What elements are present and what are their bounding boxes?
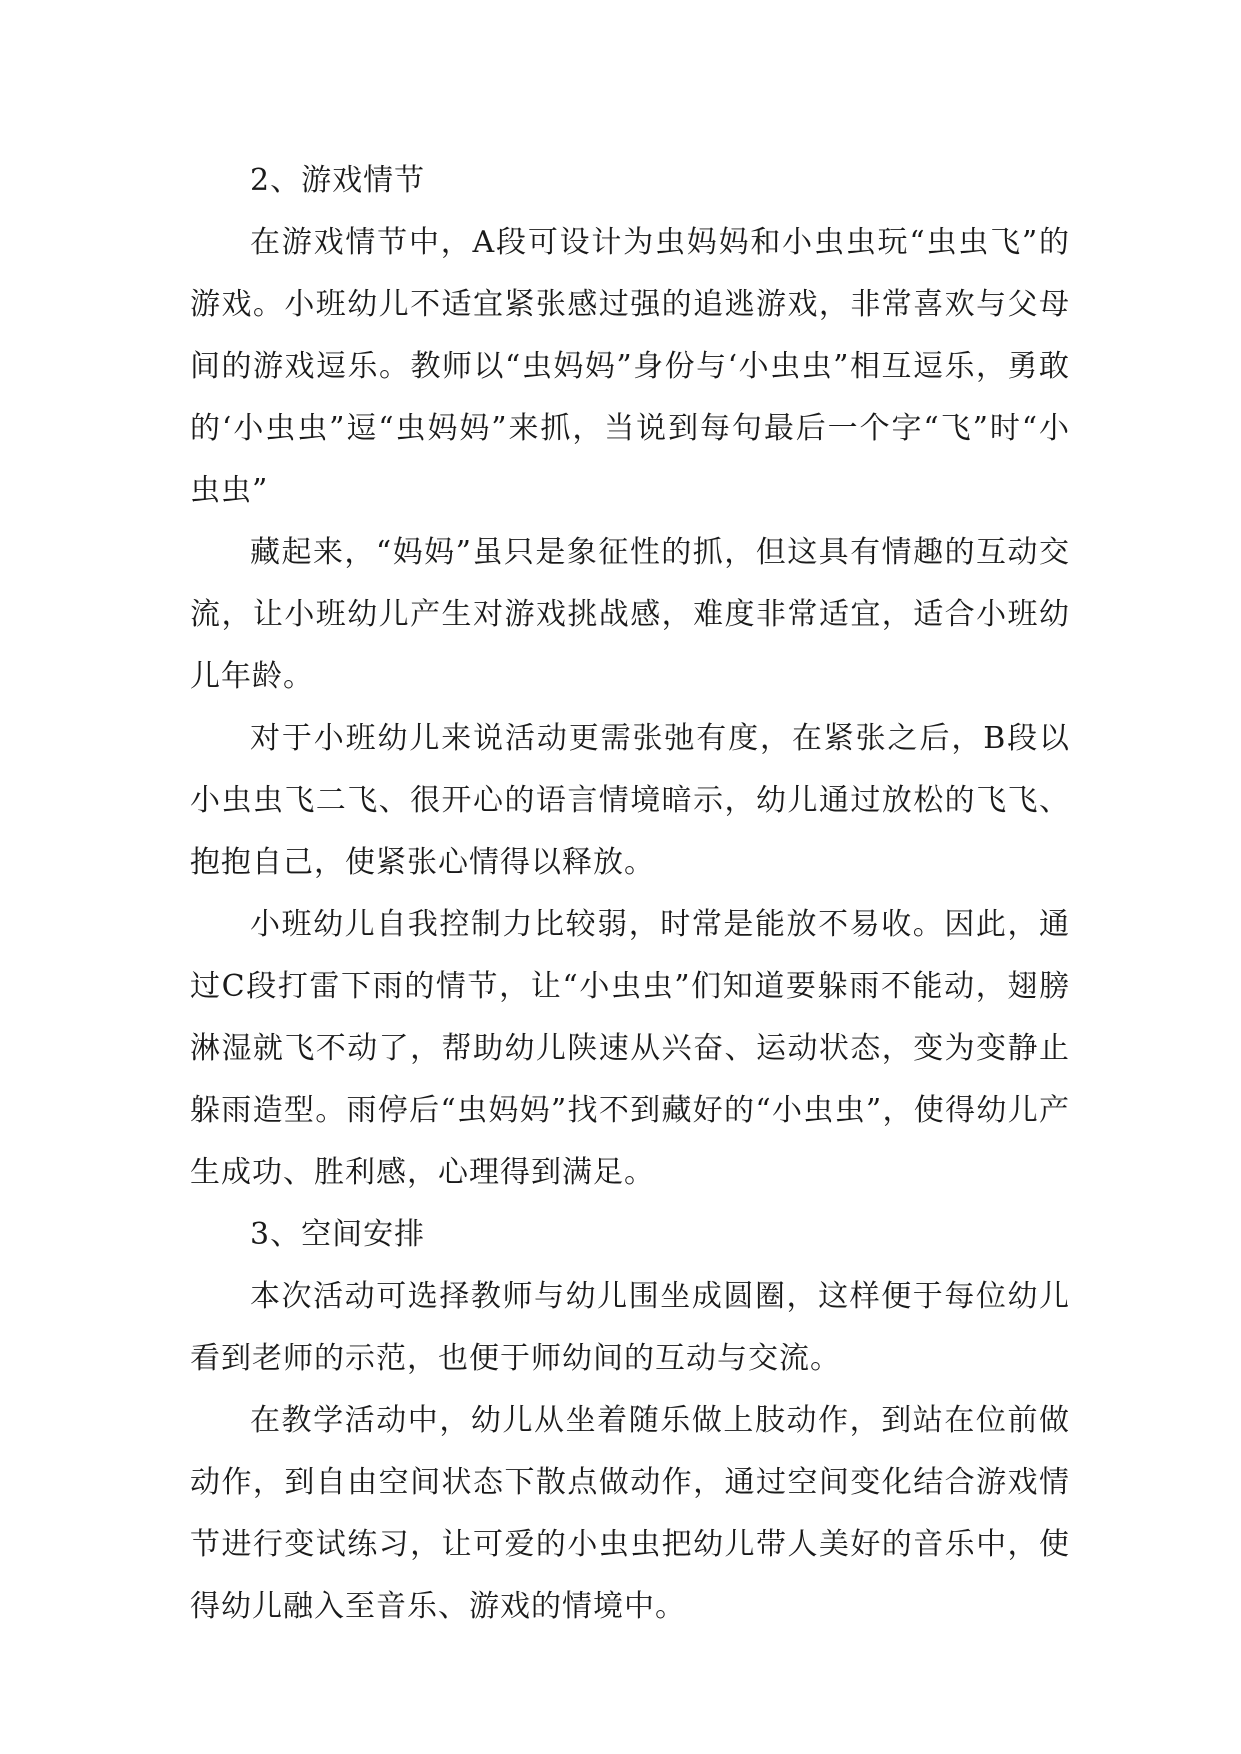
paragraph: 本次活动可选择教师与幼儿围坐成圆圈，这样便于每位幼儿看到老师的示范，也便于师幼间的互动与交流。 <box>190 1279 1070 1376</box>
paragraph: 藏起来，“妈妈”虽只是象征性的抓，但这具有情趣的互动交流，让小班幼儿产生对游戏挑战感，难度非常适宜，适合小班幼儿年龄。 <box>190 535 1070 694</box>
document-body <box>190 150 1070 1638</box>
section-heading-space-arrangement: 3、空间安排 <box>250 1217 426 1252</box>
paragraph: 对于小班幼儿来说活动更需张弛有度，在紧张之后，B段以小虫虫飞二飞、很开心的语言情境暗示，幼儿通过放松的飞飞、抱抱自己，使紧张心情得以释放。 <box>190 721 1070 880</box>
section-heading-game-plot: 2、游戏情节 <box>250 163 426 198</box>
paragraph: 在教学活动中，幼儿从坐着随乐做上肢动作，到站在位前做动作，到自由空间状态下散点做动作，通过空间变化结合游戏情节进行变试练习，让可爱的小虫虫把幼儿带人美好的音乐中，使得幼儿融入至音乐、游戏的情境中。 <box>190 1403 1070 1624</box>
paragraph: 小班幼儿自我控制力比较弱，时常是能放不易收。因此，通过C段打雷下雨的情节，让“小虫虫”们知道要躲雨不能动，翅膀淋湿就飞不动了，帮助幼儿陕速从兴奋、运动状态，变为变静止躲雨造型。雨停后“虫妈妈”找不到藏好的“小虫虫”，使得幼儿产生成功、胜利感，心理得到满足。 <box>190 907 1070 1190</box>
paragraph: 在游戏情节中，A段可设计为虫妈妈和小虫虫玩“虫虫飞”的游戏。小班幼儿不适宜紧张感过强的追逃游戏，非常喜欢与父母间的游戏逗乐。教师以“虫妈妈”身份与‘小虫虫”相互逗乐，勇敢的‘小虫虫”逗“虫妈妈”来抓，当说到每句最后一个字“飞”时“小虫虫” <box>190 225 1070 508</box>
